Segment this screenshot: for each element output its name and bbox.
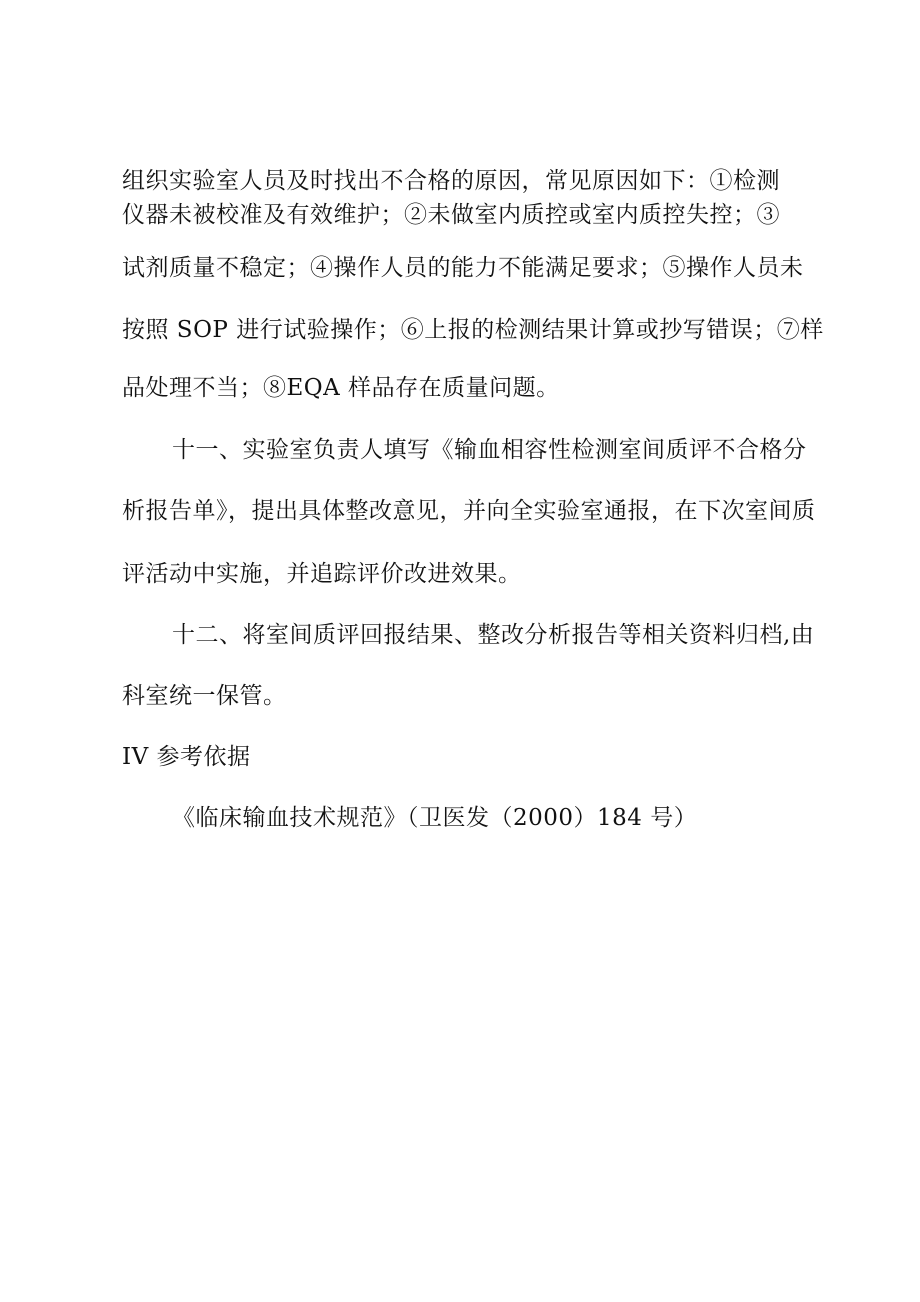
paragraph-line: 科室统一保管。 — [122, 683, 287, 709]
paragraph-line: 仪器未被校准及有效维护；②未做室内质控或室内质控失控；③ — [122, 202, 780, 228]
section-twelve-line: 十二、将室间质评回报结果、整改分析报告等相关资料归档,由 — [172, 622, 815, 648]
section-heading: IV 参考依据 — [122, 744, 251, 770]
paragraph-line: 评活动中实施，并追踪评价改进效果。 — [122, 561, 522, 587]
section-eleven-line: 十一、实验室负责人填写《输血相容性检测室间质评不合格分 — [172, 437, 807, 463]
paragraph-line: 析报告单》，提出具体整改意见，并向全实验室通报，在下次室间质 — [122, 498, 816, 524]
paragraph-line: 组织实验室人员及时找出不合格的原因，常见原因如下：①检测 — [122, 168, 780, 194]
paragraph-line: 试剂质量不稳定；④操作人员的能力不能满足要求；⑤操作人员未 — [122, 255, 804, 281]
reference-citation: 《临床输血技术规范》（卫医发（2000）184 号） — [172, 805, 698, 831]
paragraph-line: 按照 SOP 进行试验操作；⑥上报的检测结果计算或抄写错误；⑦样 — [122, 317, 824, 343]
paragraph-line: 品处理不当；⑧EQA 样品存在质量问题。 — [122, 375, 560, 401]
